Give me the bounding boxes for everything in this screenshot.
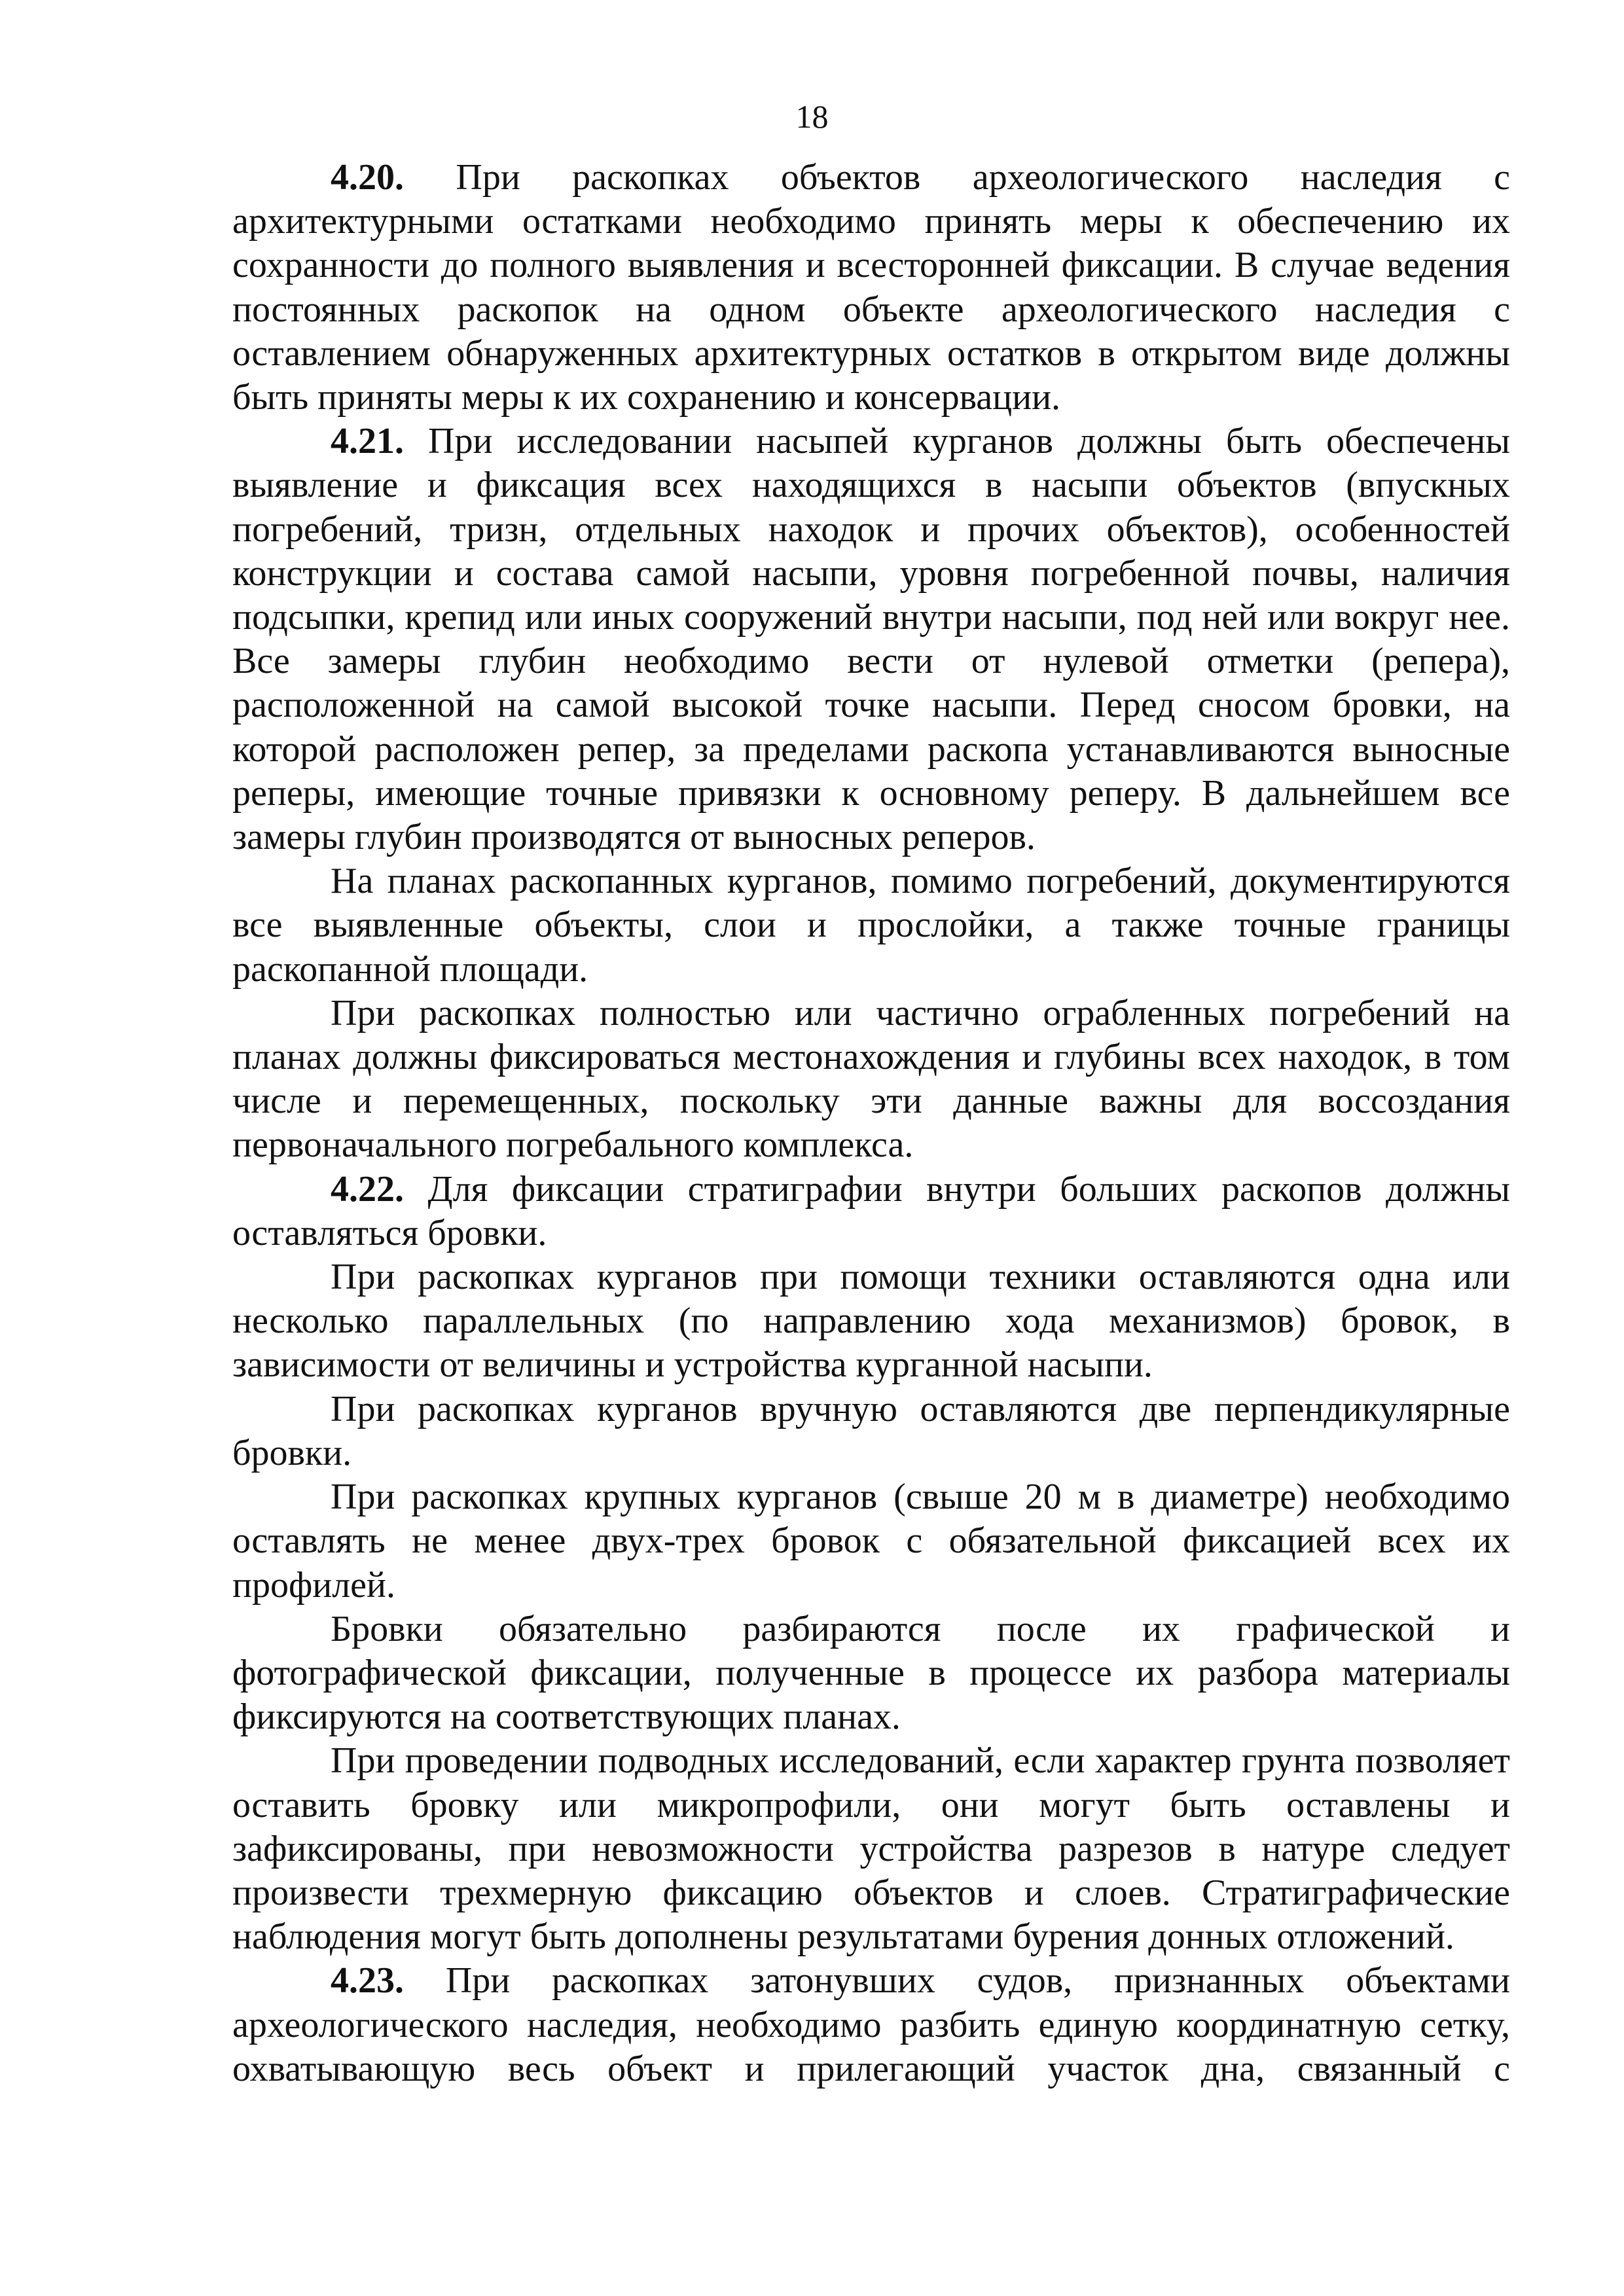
paragraph-large-kurgans: [232, 1475, 1510, 1607]
paragraph-underwater-research: [232, 1739, 1510, 1959]
paragraph-4-22: [232, 1168, 1510, 1255]
document-body: [232, 156, 1510, 2091]
paragraph-baulk-removal: [232, 1607, 1510, 1740]
paragraph-4-23: [232, 1959, 1510, 2091]
paragraph-text: При проведении подводных исследований, если характер грунта позволяет оставить бровку или микропрофили, они могут быть оставлены и зафиксированы, при невозможности устройства разрезов в натуре следует произвести трехмерную фиксацию объектов и слоев. Стратиграфические наблюдения могут быть дополнены результатами бурения донных отложений.: [232, 1740, 1510, 1958]
paragraph-text: Бровки обязательно разбираются после их графической и фотографической фиксации, полученные в процессе их разбора материалы фиксируются на соответствующих планах.: [232, 1608, 1510, 1738]
paragraph-kurgan-plans: [232, 859, 1510, 992]
paragraph-4-20: [232, 156, 1510, 420]
paragraph-robbed-burials: [232, 992, 1510, 1168]
paragraph-text: При раскопках объектов археологического наследия с архитектурными остатками необходимо принять меры к обеспечению их сохранности до полного выявления и всесторонней фиксации. В случае ведения постоянных раскопок на одном объекте археологического наследия с оставлением обнаруженных архитектурных остатков в открытом виде должны быть приняты меры к их сохранению и консервации.: [232, 157, 1510, 418]
paragraph-manual-excavation: [232, 1388, 1510, 1475]
section-number: 4.20.: [331, 157, 404, 198]
paragraph-text: При исследовании насыпей курганов должны быть обеспечены выявление и фиксация всех находящихся в насыпи объектов (впускных погребений, тризн, отдельных находок и прочих объектов), особенностей конструкции и состава самой насыпи, уровня погребенной почвы, наличия подсыпки, крепид или иных сооружений внутри насыпи, под ней или вокруг нее. Все замеры глубин необходимо вести от нулевой отметки (репера), расположенной на самой высокой точке насыпи. Перед сносом бровки, на которой расположен репер, за пределами раскопа устанавливаются выносные реперы, имеющие точные привязки к основному реперу. В дальнейшем все замеры глубин производятся от выносных реперов.: [232, 421, 1511, 858]
paragraph-machine-excavation: [232, 1255, 1510, 1388]
section-number: 4.21.: [331, 421, 404, 462]
paragraph-text: При раскопках курганов при помощи техники оставляются одна или несколько параллельных (по направлению хода механизмов) бровок, в зависимости от величины и устройства курганной насыпи.: [232, 1257, 1510, 1386]
paragraph-text: При раскопках курганов вручную оставляются две перпендикулярные бровки.: [232, 1388, 1510, 1473]
paragraph-text: На планах раскопанных курганов, помимо погребений, документируются все выявленные объекты, слои и прослойки, а также точные границы раскопанной площади.: [232, 861, 1510, 990]
section-number: 4.22.: [331, 1168, 404, 1210]
paragraph-text: При раскопках затонувших судов, признанных объектами археологического наследия, необходимо разбить единую координатную сетку, охватывающую весь объект и прилегающий участок дна, связанный с: [232, 1960, 1511, 2089]
paragraph-text: При раскопках полностью или частично ограбленных погребений на планах должны фиксироваться местонахождения и глубины всех находок, в том числе и перемещенных, поскольку эти данные важны для воссоздания первоначального погребального комплекса.: [232, 992, 1510, 1166]
paragraph-text: Для фиксации стратиграфии внутри больших раскопов должны оставляться бровки.: [232, 1168, 1510, 1253]
paragraph-text: При раскопках крупных курганов (свыше 20 м в диаметре) необходимо оставлять не менее двух-трех бровок с обязательной фиксацией всех их профилей.: [232, 1477, 1510, 1605]
paragraph-4-21: [232, 420, 1510, 859]
section-number: 4.23.: [331, 1960, 404, 2001]
page-number: 18: [795, 98, 829, 135]
